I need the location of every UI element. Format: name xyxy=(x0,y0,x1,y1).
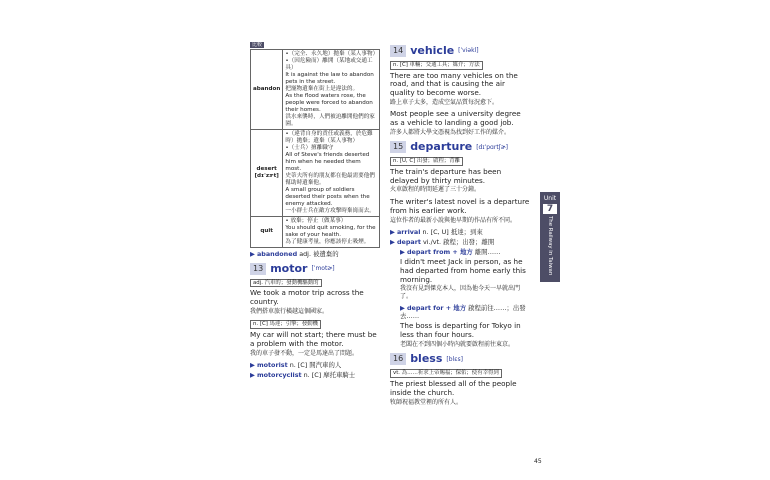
derived-word-text: depart xyxy=(396,238,421,247)
phrase-example-en: The boss is departing for Tokyo in less than four hours. xyxy=(400,321,521,340)
derived-pos: vi./vt. xyxy=(420,238,444,247)
derived-zh: 啟程；出發；離開 xyxy=(443,238,495,247)
compare-detail-line: • 放棄；停止（做某事） xyxy=(285,217,347,224)
compare-detail-line: 為了健康考量，你應該停止吸煙。 xyxy=(285,238,370,245)
compare-word xyxy=(251,216,283,247)
compare-detail-line: 史蒂夫所有的朋友都在他最需要他們幫助時遺棄他。 xyxy=(285,172,375,186)
sense-pos-row xyxy=(390,156,530,166)
entry-departure xyxy=(390,140,530,348)
arrow-icon: ▶ xyxy=(250,361,257,370)
derived-word-text: motorcyclist xyxy=(256,371,302,380)
example-en: We took a motor trip across the country. xyxy=(250,288,364,307)
sense-pos-row xyxy=(250,278,380,288)
right-column xyxy=(390,40,530,410)
compare-detail xyxy=(283,216,380,247)
compare-detail-line: •（因危險而）離開（某地或交通工具） xyxy=(285,58,373,72)
sense-pos-row xyxy=(390,60,530,70)
compare-detail-line: It is against the law to abandon pets in the street. xyxy=(285,72,374,86)
derived-word-text: motorist xyxy=(256,361,288,370)
compare-detail-line: You should quit smoking, for the sake of your health. xyxy=(285,224,376,238)
unit-label: Unit xyxy=(543,195,557,202)
abandoned-derivative: ▶ abandoned adj. 被遺棄的 xyxy=(250,249,339,258)
unit-title: The Railway in Taiwan xyxy=(547,216,553,276)
phrase-zh: 啟程前往……；出發去…… xyxy=(400,304,526,321)
entry-number: 14 xyxy=(390,45,406,57)
arrow-icon: ▶ xyxy=(400,304,407,313)
compare-detail-line: •（完全、永久地）拋棄（某人事物） xyxy=(285,51,379,58)
compare-word-text: quit xyxy=(260,228,273,235)
example-zh: 這位作者的最新小說與他早期的作品有所不同。 xyxy=(390,216,517,224)
example-en: My car will not start; there must be a problem with the motor. xyxy=(250,330,377,348)
entry-word: bless xyxy=(410,352,443,366)
arrow-icon: ▶ xyxy=(250,371,257,380)
compare-word-text: desert xyxy=(256,166,277,172)
compare-word-text: abandon xyxy=(253,86,281,93)
example-zh: 火車啟程的時間延遲了三十分鐘。 xyxy=(390,186,481,194)
phrase-text: depart from + 地方 xyxy=(406,248,473,257)
compare-word xyxy=(251,50,283,130)
derived-word-text: arrival xyxy=(396,228,421,237)
compare-row xyxy=(251,130,380,217)
phrase-zh: 離開…… xyxy=(472,248,501,257)
compare-detail-line: All of Steve's friends deserted him when he needed them most. xyxy=(285,152,370,172)
arrow-icon: ▶ xyxy=(400,248,407,257)
derived-word xyxy=(250,361,380,369)
compare-label: 比較 xyxy=(252,42,263,48)
example-en: The priest blessed all of the people inside the church. xyxy=(390,378,517,397)
derived-word xyxy=(390,238,530,246)
derived-zh: 抵達；到來 xyxy=(450,228,483,237)
compare-detail xyxy=(283,50,380,130)
entry-bless xyxy=(390,352,530,406)
compare-detail xyxy=(283,130,380,217)
example-zh: 牧師祝福教堂裡的所有人。 xyxy=(390,398,463,406)
compare-detail-line: •（違背自身的責任或義務，於危難時）拋棄；遺棄（某人事物） xyxy=(285,131,373,145)
entry-number: 15 xyxy=(390,141,406,153)
phrase xyxy=(400,304,530,320)
phrase xyxy=(400,248,530,256)
arrow-icon: ▶ xyxy=(390,238,397,247)
derived-pos: n. [C] xyxy=(287,361,310,370)
entry-word: vehicle xyxy=(410,44,455,57)
unit-side-tab xyxy=(540,192,560,282)
compare-detail-line: A small group of soldiers deserted their posts when the enemy attacked. xyxy=(285,186,370,207)
entry-head xyxy=(390,140,530,154)
derived-word xyxy=(250,371,380,379)
derived-zh: 摩托車騎士 xyxy=(323,371,356,380)
entry-number: 16 xyxy=(390,353,406,365)
compare-row xyxy=(251,50,380,130)
derived-pos: n. [C] xyxy=(301,371,324,380)
derived-word xyxy=(390,228,530,236)
compare-detail-line: 把寵物遺棄在街上是違法的。 xyxy=(285,86,359,93)
left-column xyxy=(250,40,380,381)
sense-pos: n. [C] 車輛；交通工具；媒介；方法 xyxy=(390,61,483,70)
entry-ipa: [ˈviəkl] xyxy=(458,47,479,55)
entry-motor xyxy=(250,262,380,379)
example-en: Most people see a university degree as a vehicle to landing a good job. xyxy=(390,109,521,128)
arrow-icon: ▶ xyxy=(390,228,397,237)
example-en: The writer's latest novel is a departure from his earlier work. xyxy=(390,196,530,215)
entry-word: motor xyxy=(270,261,308,275)
compare-word-pron: [dɪˈzɝt] xyxy=(254,172,279,179)
example-en: The train's departure has been delayed by thirty minutes. xyxy=(390,166,502,185)
derived-zh: 開汽車的人 xyxy=(309,361,342,370)
compare-detail-line: As the flood waters rose, the people were forced to abandon their homes. xyxy=(285,93,373,114)
compare-row xyxy=(251,216,380,247)
entry-word: departure xyxy=(410,140,473,154)
example-zh: 我們搭車旅行橫越這個國家。 xyxy=(250,307,329,315)
entry-ipa: [dɪˈpɑrtʃɚ] xyxy=(476,143,508,151)
entry-ipa: [blɛs] xyxy=(446,355,463,363)
example-zh: 我的車子發不動，一定是馬達出了問題。 xyxy=(250,349,359,357)
unit-number: 7 xyxy=(543,204,557,214)
compare-detail-line: 一小群士兵在敵方攻擊時棄崗而去。 xyxy=(285,207,375,214)
phrase-example-zh: 我沒有見到傑克本人，因為他今天一早就出門了。 xyxy=(400,285,521,300)
phrase-example-en: I didn't meet Jack in person, as he had departed from home early this morning. xyxy=(400,257,526,284)
page-number: 45 xyxy=(534,458,542,465)
entry-head xyxy=(390,352,530,366)
sense-pos-row xyxy=(390,368,530,378)
example-zh: 許多人都將大學文憑視為找到好工作的媒介。 xyxy=(390,128,511,136)
sense-pos: n. [C] 馬達；引擎；發動機 xyxy=(250,320,321,329)
compare-word xyxy=(251,130,283,217)
entry-vehicle xyxy=(390,44,530,136)
entry-number: 13 xyxy=(250,263,266,275)
derived-pos: n. [C, U] xyxy=(420,228,451,237)
compare-detail-line: 洪水來襲時，人們被迫離開他們的家園。 xyxy=(285,114,375,128)
phrase-example-zh: 老闆在不到四個小時內就要啟程前往東京。 xyxy=(400,340,515,348)
sense-pos: n. [U, C] 出發；啟程；背離 xyxy=(390,157,463,166)
sense-pos: vt. 為……祈求上帝賜福；保佑；使有幸得到 xyxy=(390,369,502,378)
example-zh: 路上車子太多，造成空氣品質每況愈下。 xyxy=(390,98,499,106)
sense-pos-row xyxy=(250,319,380,329)
compare-table xyxy=(250,49,380,248)
compare-detail-line: •（士兵）擅離職守 xyxy=(285,145,334,152)
entry-head xyxy=(390,44,530,58)
phrase-text: depart for + 地方 xyxy=(406,304,467,313)
sense-pos: adj. 汽車的；發動機驅動的 xyxy=(250,279,322,288)
entry-ipa: [ˈmotɚ] xyxy=(311,264,335,272)
example-en: There are too many vehicles on the road, and that is causing the air quality to become worse. xyxy=(390,70,518,98)
entry-head xyxy=(250,262,380,276)
